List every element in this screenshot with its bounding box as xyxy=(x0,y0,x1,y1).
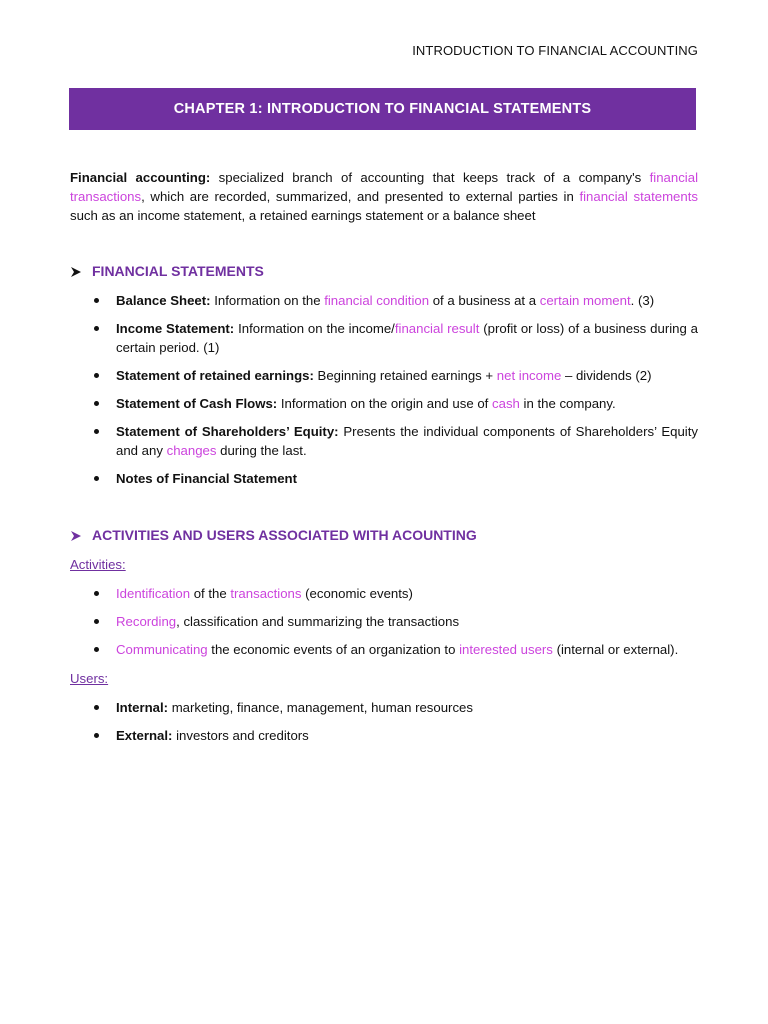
item-text: Beginning retained earnings + xyxy=(313,368,497,383)
item-text: , classification and summarizing the transactions xyxy=(176,614,460,629)
item-highlight: Communicating xyxy=(116,642,208,657)
item-text: investors and creditors xyxy=(172,728,309,743)
section-heading-text: FINANCIAL STATEMENTS xyxy=(92,263,264,279)
item-term: Notes of Financial Statement xyxy=(116,471,297,486)
item-text: (internal or external). xyxy=(552,642,679,657)
item-text: the economic events of an organization to xyxy=(207,642,460,657)
item-highlight: financial condition xyxy=(324,293,430,308)
bullet-icon xyxy=(94,298,99,303)
list-item xyxy=(70,366,698,385)
list-item xyxy=(70,394,698,413)
item-term: Income Statement: xyxy=(116,321,235,336)
item-highlight: Recording xyxy=(116,614,177,629)
list-item xyxy=(70,698,698,717)
financial-statements-list xyxy=(70,291,698,488)
intro-highlight-2: financial statements xyxy=(579,189,698,204)
item-text: of the xyxy=(190,586,231,601)
item-text: . (3) xyxy=(630,293,655,308)
item-highlight: financial result xyxy=(394,321,480,336)
bullet-icon xyxy=(94,733,99,738)
item-highlight: interested users xyxy=(459,642,553,657)
list-item xyxy=(70,640,698,659)
item-highlight: Identification xyxy=(116,586,191,601)
item-text: Information on the origin and use of xyxy=(277,396,493,411)
document-body xyxy=(70,168,698,745)
section-heading-financial-statements xyxy=(70,262,698,281)
list-item xyxy=(70,612,698,631)
list-item xyxy=(70,726,698,745)
arrow-bullet-icon xyxy=(70,266,92,278)
running-header: INTRODUCTION TO FINANCIAL ACCOUNTING xyxy=(412,43,698,58)
item-text: (economic events) xyxy=(301,586,413,601)
bullet-icon xyxy=(94,373,99,378)
item-text: (profit or loss) of a business during a certain period. (1) xyxy=(116,321,699,355)
intro-term: Financial accounting: xyxy=(70,170,211,185)
item-text: of a business at a xyxy=(429,293,540,308)
list-item xyxy=(70,469,698,488)
item-term: Statement of Shareholders’ Equity: xyxy=(116,424,339,439)
section-heading-activities-users xyxy=(70,526,698,545)
item-highlight: cash xyxy=(492,396,520,411)
item-term: Statement of retained earnings: xyxy=(116,368,314,383)
item-term: Balance Sheet: xyxy=(116,293,211,308)
bullet-icon xyxy=(94,476,99,481)
item-highlight: net income xyxy=(496,368,562,383)
item-highlight: transactions xyxy=(230,586,302,601)
item-text: during the last. xyxy=(216,443,307,458)
item-highlight: changes xyxy=(166,443,217,458)
list-item xyxy=(70,319,698,357)
item-term: Internal: xyxy=(116,700,169,715)
item-term: Statement of Cash Flows: xyxy=(116,396,278,411)
intro-text-2: , which are recorded, summarized, and presented to external parties in xyxy=(141,189,580,204)
bullet-icon xyxy=(94,647,99,652)
section-heading-text: ACTIVITIES AND USERS ASSOCIATED WITH ACOUNTING xyxy=(92,527,477,543)
activities-list xyxy=(70,584,698,659)
intro-highlight-1: financial transactions xyxy=(70,170,698,204)
item-text: – dividends (2) xyxy=(561,368,652,383)
bullet-icon xyxy=(94,326,99,331)
bullet-icon xyxy=(94,401,99,406)
list-item xyxy=(70,584,698,603)
list-item xyxy=(70,291,698,310)
chapter-title: CHAPTER 1: INTRODUCTION TO FINANCIAL STATEMENTS xyxy=(173,101,592,117)
users-label: Users: xyxy=(70,671,109,686)
list-item xyxy=(70,422,698,460)
chapter-banner xyxy=(69,88,696,130)
item-term: External: xyxy=(116,728,173,743)
item-text: Information on the income/ xyxy=(234,321,395,336)
arrow-bullet-icon xyxy=(70,530,92,542)
item-highlight: certain moment xyxy=(539,293,631,308)
item-text: marketing, finance, management, human resources xyxy=(168,700,473,715)
bullet-icon xyxy=(94,619,99,624)
item-text: Information on the xyxy=(210,293,325,308)
activities-label: Activities: xyxy=(70,557,126,572)
intro-paragraph xyxy=(70,168,698,225)
bullet-icon xyxy=(94,705,99,710)
intro-text-3: such as an income statement, a retained earnings statement or a balance sheet xyxy=(70,208,536,223)
item-text: Presents the individual components of Shareholders’ Equity and any xyxy=(116,424,698,458)
item-text: in the company. xyxy=(519,396,616,411)
bullet-icon xyxy=(94,429,99,434)
bullet-icon xyxy=(94,591,99,596)
intro-text-1: specialized branch of accounting that keeps track of a company's xyxy=(210,170,650,185)
users-list xyxy=(70,698,698,745)
